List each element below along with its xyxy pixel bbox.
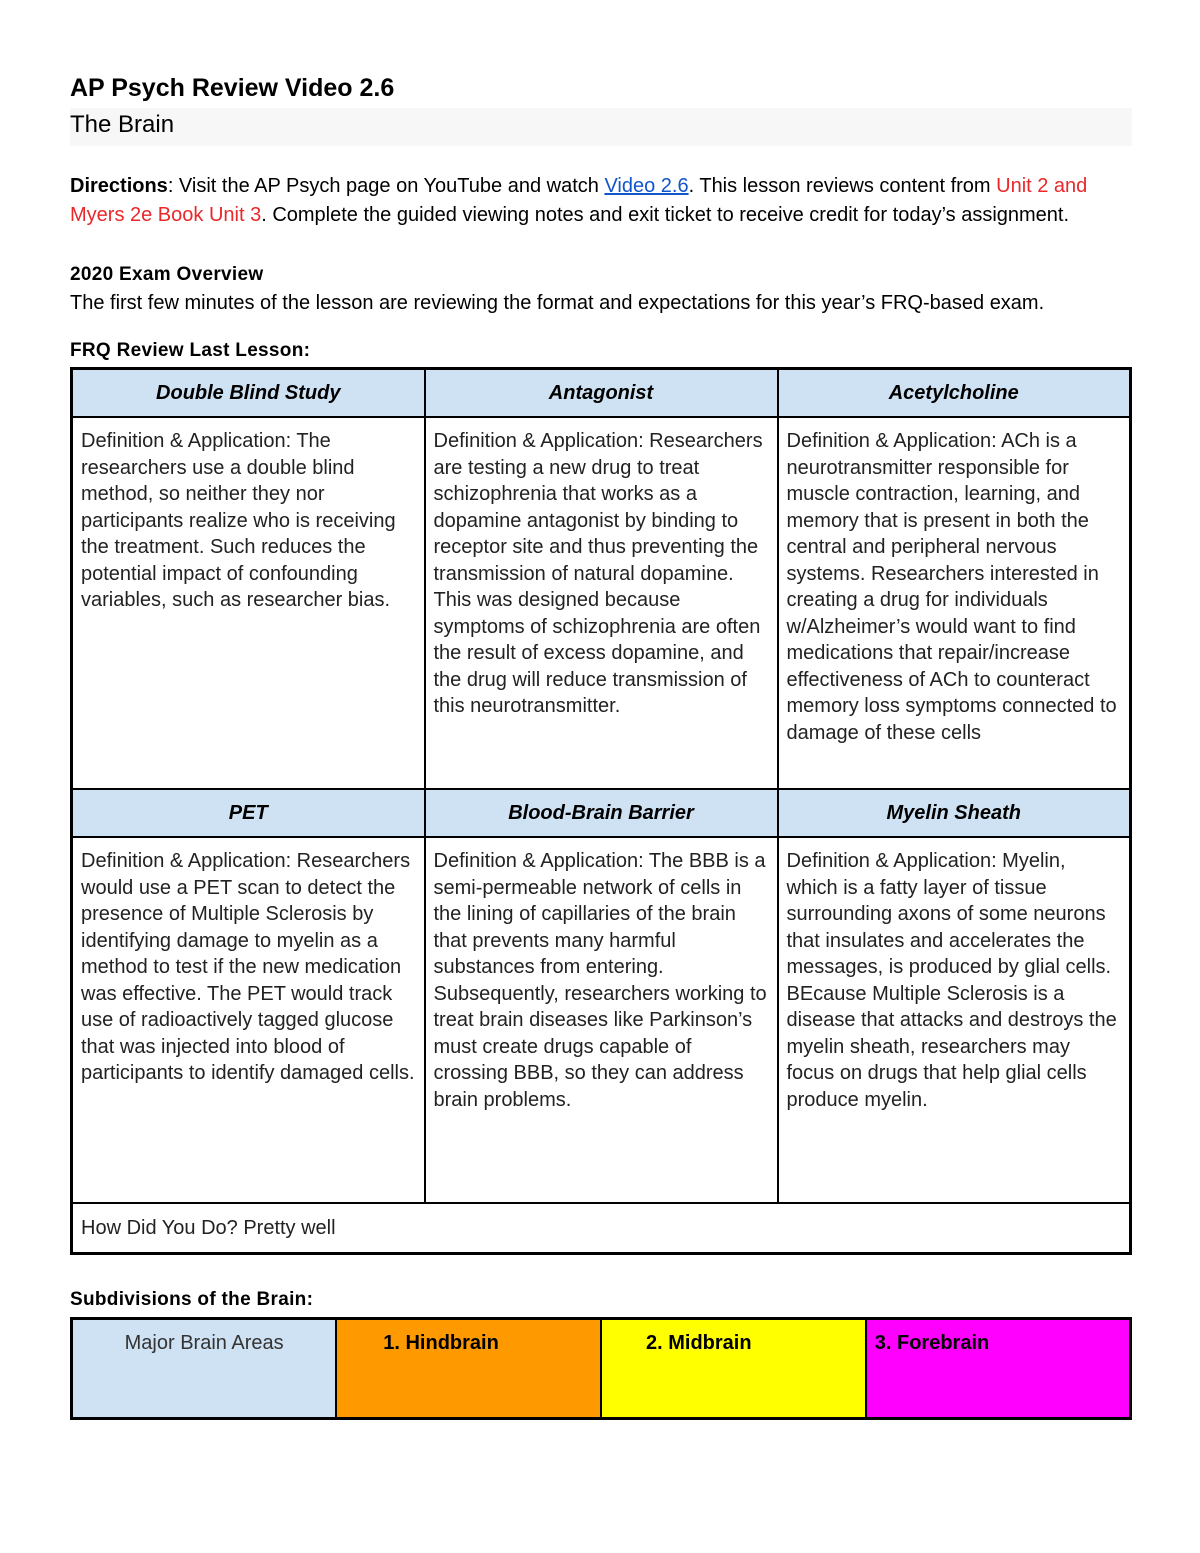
definition-cell[interactable]: Definition & Application: The BBB is a semi-permeable network of cells in the lining of capillaries of the brain that prevents many harmful substances from entering. Subsequently, researchers working to treat brain diseases like Parkinson’s must create drugs capable of crossing BBB, so they can address brain problems.	[425, 837, 778, 1203]
page-title: AP Psych Review Video 2.6	[70, 74, 395, 102]
brain-subdivisions-table	[70, 1317, 1132, 1420]
definition-cell[interactable]: Definition & Application: Myelin, which is a fatty layer of tissue surrounding axons of some neurons that insulates and accelerates the messages, is produced by glial cells. BEcause Multiple Sclerosis is a disease that attacks and destroys the myelin sheath, researchers may focus on drugs that help glial cells produce myelin.	[778, 837, 1131, 1203]
document-page	[70, 72, 1132, 1420]
video-link[interactable]: Video 2.6	[604, 175, 689, 197]
definition-cell[interactable]: Definition & Application: Researchers are testing a new drug to treat schizophrenia that works as a dopamine antagonist by binding to receptor site and thus preventing the transmission of natural dopamine. This was designed because symptoms of schizophrenia are often the result of excess dopamine, and the drug will reduce transmission of this neurotransmitter.	[425, 417, 778, 789]
definition-cell[interactable]: Definition & Application: The researchers use a double blind method, so neither they nor participants realize who is receiving the treatment. Such reduces the potential impact of confounding variables, such as researcher bias.	[72, 417, 425, 789]
overview-heading: 2020 Exam Overview	[70, 264, 264, 285]
overview-text: The first few minutes of the lesson are reviewing the format and expectations for this year’s FRQ-based exam.	[70, 292, 1045, 314]
definition-cell[interactable]: Definition & Application: Researchers would use a PET scan to detect the presence of Multiple Sclerosis by identifying damage to myelin as a method to test if the new medication was effective. The PET would track use of radioactively tagged glucose that was injected into blood of participants to identify damaged cells.	[72, 837, 425, 1203]
term-header: Blood-Brain Barrier	[425, 789, 778, 837]
term-header: PET	[72, 789, 425, 837]
hindbrain-cell[interactable]: 1. Hindbrain	[336, 1319, 601, 1419]
frq-heading: FRQ Review Last Lesson:	[70, 340, 311, 361]
term-header: Double Blind Study	[72, 369, 425, 418]
unit-highlight: Unit 2 and Myers 2e Book Unit 3	[70, 175, 1088, 226]
page-subtitle: The Brain	[70, 108, 1132, 146]
directions-text-2: . This lesson reviews content from	[688, 175, 997, 197]
frq-review-table	[70, 367, 1132, 1255]
term-header: Antagonist	[425, 369, 778, 418]
term-header: Acetylcholine	[778, 369, 1131, 418]
directions-paragraph	[70, 172, 1132, 230]
directions-text-3: . Complete the guided viewing notes and exit ticket to receive credit for today’s assignment.	[261, 204, 1070, 226]
major-brain-areas-cell[interactable]: Major Brain Areas	[72, 1319, 337, 1419]
forebrain-cell[interactable]: 3. Forebrain	[866, 1319, 1131, 1419]
midbrain-cell[interactable]: 2. Midbrain	[601, 1319, 866, 1419]
definition-cell[interactable]: Definition & Application: ACh is a neurotransmitter responsible for muscle contraction, learning, and memory that is present in both the central and peripheral nervous systems. Researchers interested in creating a drug for individuals w/Alzheimer’s would want to find medications that repair/increase effectiveness of ACh to counteract memory loss symptoms connected to damage of these cells	[778, 417, 1131, 789]
how-did-you-do-cell[interactable]: How Did You Do? Pretty well	[72, 1203, 1131, 1254]
subdivisions-heading: Subdivisions of the Brain:	[70, 1289, 314, 1310]
directions-text-1: : Visit the AP Psych page on YouTube and watch	[167, 175, 605, 197]
term-header: Myelin Sheath	[778, 789, 1131, 837]
directions-label: Directions	[70, 175, 168, 197]
